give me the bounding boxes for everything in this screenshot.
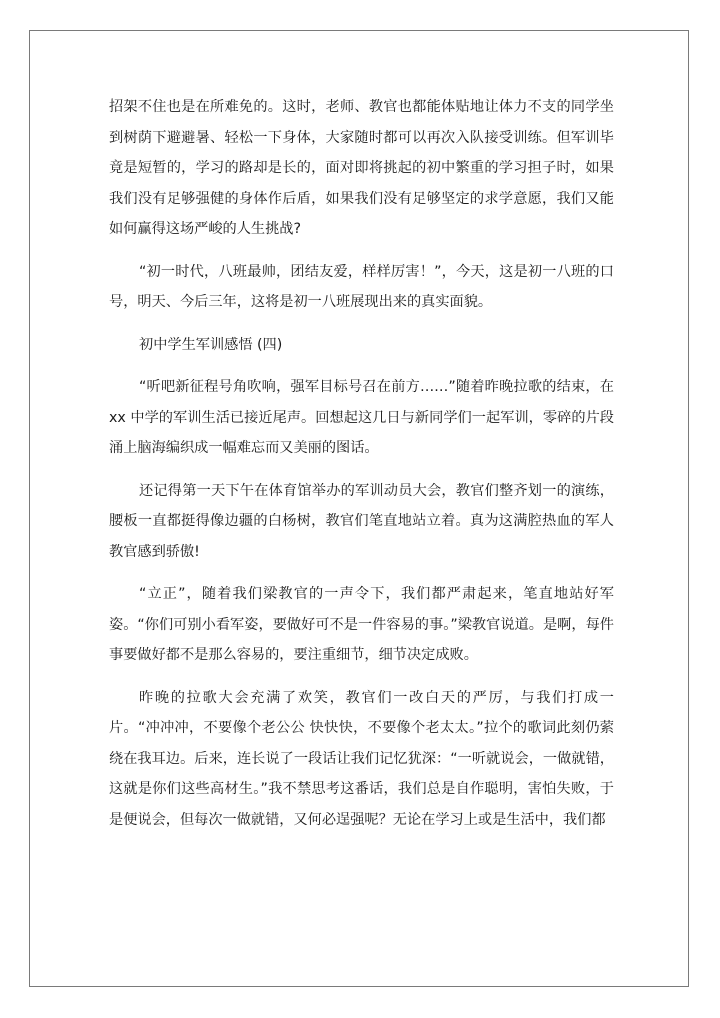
paragraph-song-ending: “听吧新征程号角吹响，强军目标号召在前方……”随着昨晚拉歌的结束，在 xx 中学的军训生活已接近尾声。回想起这几日与新同学们一起军训，零碎的片段涌上脑海编织成一幅难忘而又美丽的图话。 (109, 379, 614, 456)
paragraph-class-slogan: “初一时代，八班最帅，团结友爱，样样厉害！”，今天，这是初一八班的口号，明天、今后三年，这将是初一八班展现出来的真实面貌。 (109, 263, 614, 310)
paragraph-attention-command: “立正”，随着我们梁教官的一声令下，我们都严肃起来，笔直地站好军姿。“你们可别小看军姿，要做好可不是一件容易的事。”梁教官说道。是啊，每件事要做好都不是那么容易的，要注重细节，细节决定成败。 (109, 586, 614, 663)
paragraph-song-rally: 昨晚的拉歌大会充满了欢笑，教官们一改白天的严厉，与我们打成一片。“冲冲冲，不要像个老公公 快快快，不要像个老太太。”拉个的歌词此刻仍萦绕在我耳边。后来，连长说了一段话让我们记忆犹深：“一听就说会，一做就错，这就是你们这些高材生。”我不禁思考这番话，我们总是自作聪明，害怕失败，于是便说会，但每次一做就错，又何必逞强呢？无论在学习上或是生活中，我们都 (109, 689, 614, 828)
paragraph-continued: 招架不住也是在所难免的。这时，老师、教官也都能体贴地让体力不支的同学坐到树荫下避避暑、轻松一下身体，大家随时都可以再次入队接受训练。但军训毕竟是短暂的，学习的路却是长的，面对即将挑起的初中繁重的学习担子时，如果我们没有足够强健的身体作后盾，如果我们没有足够坚定的求学意愿，我们又能如何赢得这场严峻的人生挑战? (109, 99, 614, 237)
paragraph-mobilization-meeting: 还记得第一天下午在体育馆举办的军训动员大会，教官们整齐划一的演练，腰板一直都挺得像边疆的白杨树，教官们笔直地站立着。真为这满腔热血的军人教官感到骄傲! (109, 482, 614, 560)
section-heading: 初中学生军训感悟 (四) (139, 336, 283, 353)
document-body (109, 92, 614, 847)
